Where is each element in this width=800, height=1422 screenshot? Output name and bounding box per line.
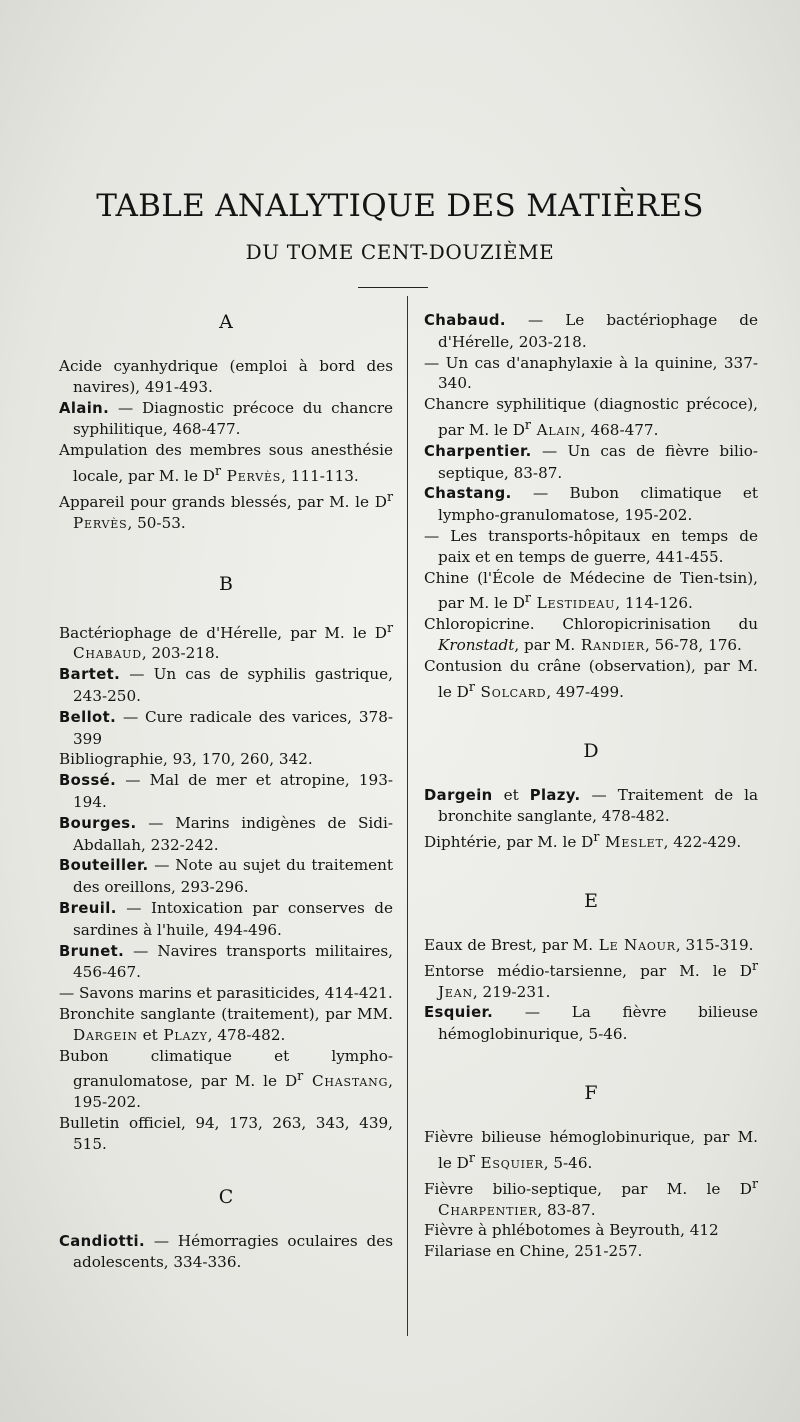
section-letter-d: D xyxy=(583,739,599,762)
index-entry: Bellot. — Cure radicale des varices, 378-399 xyxy=(59,707,393,748)
section-letter-f: F xyxy=(584,1082,598,1105)
index-entry: Bubon climatique et lympho-granulomatose, par M. le $D^r$ Chastang, 195-202. xyxy=(59,1046,393,1112)
index-entry: Contusion du crâne (observation), par M. le $D^r$ Solcard, 497-499. xyxy=(424,656,758,701)
title-rule xyxy=(358,287,428,288)
column-divider xyxy=(407,296,408,1336)
author-name: Chastang. xyxy=(424,485,512,503)
index-entry: Bartet. — Un cas de syphilis gastrique, 243-250. xyxy=(59,665,393,705)
index-entry: Bouteiller. — Note au sujet du traitement des oreillons, 293-296. xyxy=(59,856,393,897)
author-name: Bouteiller. xyxy=(59,857,149,875)
page-subtitle: DU TOME CENT-DOUZIÈME xyxy=(245,240,555,264)
author-name: Brunet. xyxy=(59,942,125,960)
index-entry: Chastang. — Bubon climatique et lympho-granulomatose, 195-202. xyxy=(424,484,758,525)
index-entry: Esquier. — La fièvre bilieuse hémoglobinurique, 5-46. xyxy=(424,1003,758,1044)
index-entry: Chabaud. — Le bactériophage de d'Hérelle, 203-218. xyxy=(424,311,758,351)
index-entry: Candiotti. — Hémorragies oculaires des adolescents, 334-336. xyxy=(59,1231,393,1272)
index-entry: Chine (l'École de Médecine de Tien-tsin), par M. le $D^r$ Lestideau, 114-126. xyxy=(424,568,758,613)
index-entry: — Un cas d'anaphylaxie à la quinine, 337-340. xyxy=(424,353,758,393)
index-entry: Bibliographie, 93, 170, 260, 342. xyxy=(59,750,313,769)
index-entry: Dargein et Plazy. — Traitement de la bronchite sanglante, 478-482. xyxy=(424,785,758,826)
index-entry: Bactériophage de d'Hérelle, par M. le $D^r$ Chabaud, 203-218. xyxy=(59,619,393,663)
index-entry: Chancre syphilitique (diagnostic précoce), par M. le $D^r$ Alain, 468-477. xyxy=(424,395,758,440)
index-entry: Bourges. — Marins indigènes de Sidi-Abdallah, 232-242. xyxy=(59,813,393,854)
section-letter-a: A xyxy=(219,311,233,333)
index-entry: Chloropicrine. Chloropicrinisation du Kronstadt, par M. Randier, 56-78, 176. xyxy=(424,615,758,655)
index-entry: Fièvre bilieuse hémoglobinurique, par M. le $D^r$ Esquier, 5-46. xyxy=(424,1128,758,1172)
author-name: Alain. xyxy=(59,399,110,417)
author-name: Esquier. xyxy=(424,1004,494,1022)
index-entry: Bulletin officiel, 94, 173, 263, 343, 439, 515. xyxy=(59,1113,393,1153)
index-entry: Ampulation des membres sous anesthésie locale, par M. le $D^r$ Pervès, 111-113. xyxy=(59,441,393,486)
index-entry: Appareil pour grands blessés, par M. le $D^r$ Pervès, 50-53. xyxy=(59,488,393,532)
index-entry: Fièvre bilio-septique, par M. le $D^r$ Charpentier, 83-87. xyxy=(424,1175,758,1219)
author-name: Dargein xyxy=(424,786,493,804)
section-letter-e: E xyxy=(584,889,598,912)
author-name: Charpentier. xyxy=(424,442,532,460)
author-name: Candiotti. xyxy=(59,1232,146,1250)
section-letter-c: C xyxy=(218,1185,234,1208)
author-name: Bossé. xyxy=(59,772,117,790)
index-entry: Bronchite sanglante (traitement), par MM. Dargein et Plazy, 478-482. xyxy=(59,1004,393,1044)
author-name: Plazy. xyxy=(529,786,581,804)
author-name: Breuil. xyxy=(59,899,117,917)
right-column xyxy=(424,310,758,1262)
page-title: TABLE ANALYTIQUE DES MATIÈRES xyxy=(96,188,704,224)
index-entry: Filariase en Chine, 251-257. xyxy=(424,1242,643,1261)
index-entry: Eaux de Brest, par M. Le Naour, 315-319. xyxy=(424,935,754,954)
index-entry: Breuil. — Intoxication par conserves de sardines à l'huile, 494-496. xyxy=(59,898,393,939)
index-entry: Bossé. — Mal de mer et atropine, 193-194. xyxy=(59,771,393,811)
index-entry: Diphtérie, par M. le $D^r$ Meslet, 422-429. xyxy=(424,829,742,852)
index-entry: Acide cyanhydrique (emploi à bord des navires), 491-493. xyxy=(59,357,393,396)
index-entry: — Savons marins et parasiticides, 414-421. xyxy=(59,984,393,1003)
index-entry: Entorse médio-tarsienne, par M. le $D^r$ Jean, 219-231. xyxy=(424,957,758,1001)
left-column xyxy=(59,310,393,1273)
author-name: Bourges. xyxy=(59,814,137,832)
section-letter-b: B xyxy=(219,572,233,595)
index-entry: Brunet. — Navires transports militaires, 456-467. xyxy=(59,941,393,982)
index-entry: Fièvre à phlébotomes à Beyrouth, 412 xyxy=(424,1221,719,1240)
author-name: Bartet. xyxy=(59,666,121,684)
index-entry: — Les transports-hôpitaux en temps de paix et en temps de guerre, 441-455. xyxy=(424,527,758,566)
author-name: Bellot. xyxy=(59,708,117,726)
author-name: Chabaud. xyxy=(424,312,506,329)
index-entry: Alain. — Diagnostic précoce du chancre syphilitique, 468-477. xyxy=(59,398,393,439)
index-entry: Charpentier. — Un cas de fièvre bilio-septique, 83-87. xyxy=(424,441,758,482)
